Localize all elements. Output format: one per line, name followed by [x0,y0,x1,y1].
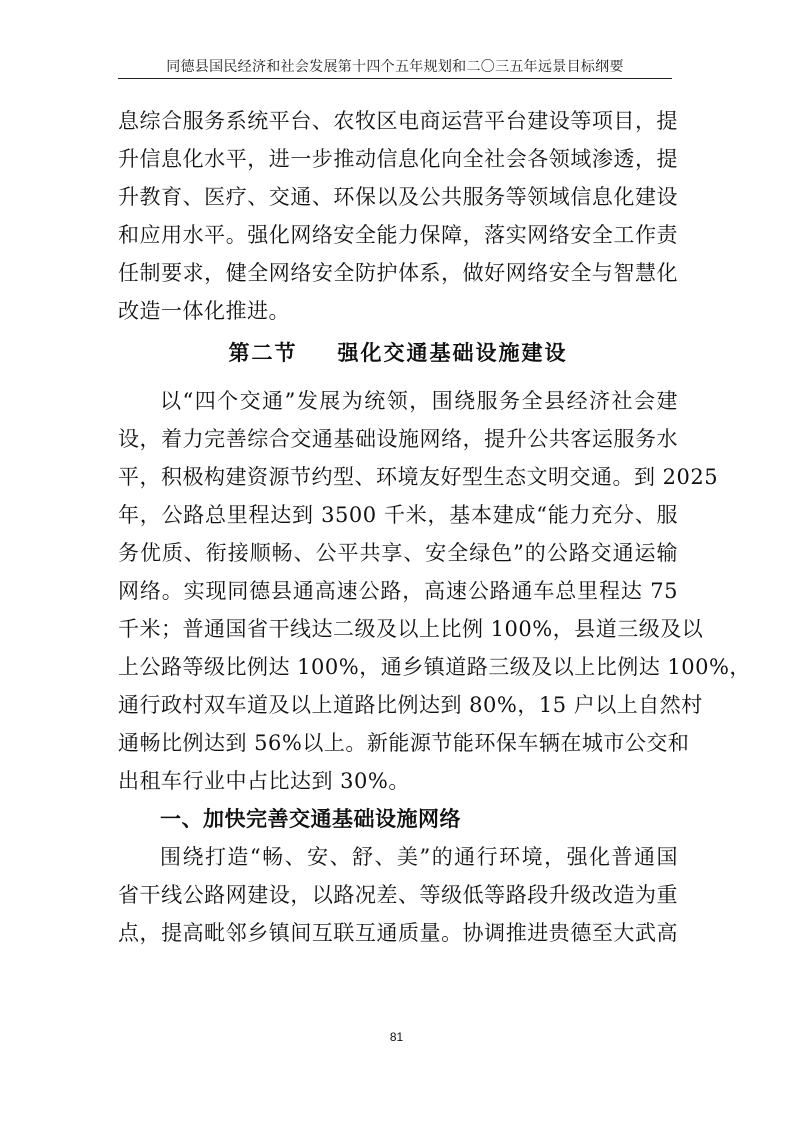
section-number: 第二节 [228,340,298,365]
page-number: 81 [389,1030,404,1044]
text-line: 息综合服务系统平台、农牧区电商运营平台建设等项目，提 [118,109,678,133]
section-heading [118,336,678,370]
page-body [118,104,751,954]
text-line: 点，提高毗邻乡镇间互联互通质量。协调推进贵德至大武高 [118,921,678,945]
text-line: 上公路等级比例达 100%，通乡镇道路三级及以上比例达 100%， [118,655,751,679]
text-line: 年，公路总里程达到 3500 千米，基本建成“能力充分、服 [118,503,678,527]
text-line: 务优质、衔接顺畅、公平共享、安全绿色”的公路交通运输 [118,541,678,565]
text-line: 围绕打造“畅、安、舒、美”的通行环境，强化普通国 [160,845,678,869]
text-line: 和应用水平。强化网络安全能力保障，落实网络安全工作责 [118,223,678,247]
text-line: 通行政村双车道及以上道路比例达到 80%，15 户以上自然村 [118,693,703,717]
paragraph-2 [118,384,751,798]
paragraph-1 [118,104,678,328]
text-line: 网络。实现同德县通高速公路，高速公路通车总里程达 75 [118,579,678,603]
running-header: 同德县国民经济和社会发展第十四个五年规划和二〇三五年远景目标纲要 [166,59,624,75]
text-line: 千米；普通国省干线达二级及以上比例 100%，县道三级及以 [118,617,704,641]
header-rule [118,78,672,79]
text-line: 省干线公路网建设，以路况差、等级低等路段升级改造为重 [118,883,678,907]
text-line: 任制要求，健全网络安全防护体系，做好网络安全与智慧化 [118,261,678,285]
text-line: 以“四个交通”发展为统领，围绕服务全县经济社会建 [160,389,678,413]
text-line: 改造一体化推进。 [118,299,290,323]
text-line: 设，着力完善综合交通基础设施网络，提升公共客运服务水 [118,427,678,451]
text-line: 平，积极构建资源节约型、环境友好型生态文明交通。到 2025 [118,465,719,489]
text-line: 升信息化水平，进一步推动信息化向全社会各领域渗透，提 [118,147,678,171]
text-line: 升教育、医疗、交通、环保以及公共服务等领域信息化建设 [118,185,678,209]
subheading: 一、加快完善交通基础设施网络 [160,806,461,831]
text-line: 出租车行业中占比达到 30%。 [118,769,410,793]
text-line: 通畅比例达到 56%以上。新能源节能环保车辆在城市公交和 [118,731,690,755]
section-title: 强化交通基础设施建设 [337,340,568,365]
paragraph-3 [118,840,678,950]
